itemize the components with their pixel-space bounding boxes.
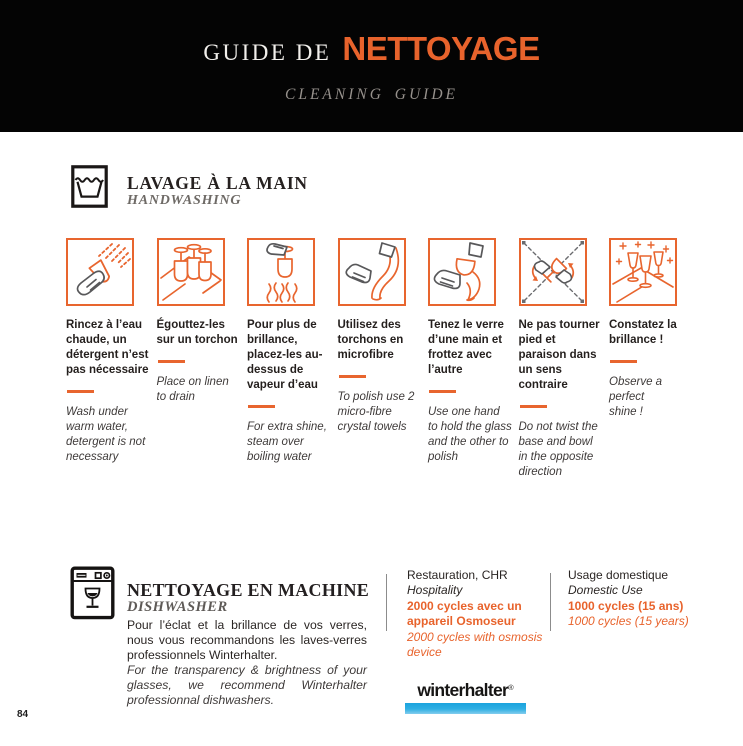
winterhalter-logo-text xyxy=(405,680,526,701)
section-title-handwash: LAVAGE À LA MAIN xyxy=(127,173,308,193)
step-rinse xyxy=(66,238,157,480)
step-instruction-fr: Ne pas tourner pied et paraison dans un sens contraire xyxy=(518,319,600,391)
winterhalter-logo xyxy=(405,680,526,714)
step-divider xyxy=(520,405,547,408)
handwash-steps xyxy=(66,238,700,480)
no-twist-icon xyxy=(519,238,587,306)
hospitality-label-en: Hospitality xyxy=(407,583,463,598)
section-subtitle-handwash: HANDWASHING xyxy=(127,193,242,208)
step-divider xyxy=(429,390,456,393)
step-instruction-en: Use one hand to hold the glass and the other to polish xyxy=(428,405,512,463)
step-divider xyxy=(158,360,185,363)
registered-mark: ® xyxy=(508,683,514,692)
steam-glass-icon xyxy=(247,238,315,306)
hospitality-label-fr: Restauration, CHR xyxy=(407,568,508,582)
step-divider xyxy=(339,375,366,378)
step-instruction-fr: Rincez à l’eau chaude, un détergent n’est pas nécessaire xyxy=(66,319,149,376)
vertical-divider xyxy=(386,574,387,631)
winterhalter-logo-bar xyxy=(405,703,526,714)
header-band xyxy=(0,0,743,132)
dishwasher-icon xyxy=(70,566,115,625)
step-instruction-en: Observe a perfect shine ! xyxy=(609,375,663,418)
section-title-dishwasher: NETTOYAGE EN MACHINE xyxy=(127,580,370,600)
step-instruction-en: To polish use 2 micro-fibre crystal towels xyxy=(337,390,415,433)
step-instruction-fr: Pour plus de brillance, placez-les au-dessus de vapeur d’eau xyxy=(247,319,323,391)
page-subtitle: CLEANING GUIDE xyxy=(284,86,458,103)
step-divider xyxy=(248,405,275,408)
microfibre-towel-icon xyxy=(338,238,406,306)
domestic-label-en: Domestic Use xyxy=(568,583,643,598)
brand-name: winterhalter xyxy=(417,680,509,700)
step-steam xyxy=(247,238,338,480)
domestic-cycles-en: 1000 cycles (15 years) xyxy=(568,614,689,629)
hospitality-cycles-en: 2000 cycles with osmosis device xyxy=(407,629,543,660)
handwash-basin-icon xyxy=(71,165,108,213)
rinse-spray-icon xyxy=(66,238,134,306)
domestic-cycles-fr: 1000 cycles (15 ans) xyxy=(568,598,684,613)
domestic-label-fr: Usage domestique xyxy=(568,568,669,582)
step-instruction-en: Do not twist the base and bowl in the opposite direction xyxy=(518,420,598,478)
hospitality-cycles-fr: 2000 cycles avec un appareil Osmoseur xyxy=(407,598,522,629)
step-no-twist xyxy=(519,238,610,480)
step-instruction-fr: Égouttez-les sur un torchon xyxy=(156,319,238,346)
domestic-column xyxy=(568,568,728,630)
step-instruction-en: Wash under warm water, detergent is not necessary xyxy=(66,405,146,463)
title-nettoyage: NETTOYAGE xyxy=(342,30,540,67)
step-instruction-fr: Utilisez des torchons en microfibre xyxy=(337,319,404,361)
step-instruction-en: For extra shine, steam over boiling water xyxy=(247,420,327,463)
step-polish xyxy=(428,238,519,480)
step-instruction-fr: Constatez la brillance ! xyxy=(609,319,677,346)
step-divider xyxy=(67,390,94,393)
step-microfibre xyxy=(338,238,429,480)
hospitality-column xyxy=(407,568,545,660)
step-divider xyxy=(610,360,637,363)
dishwasher-paragraph-en: For the transparency & brightness of your glasses, we recommend Winterhalter professionnal dishwashers. xyxy=(127,663,367,707)
step-instruction-fr: Tenez le verre d’une main et frottez avec l’autre xyxy=(428,319,504,376)
section-subtitle-dishwasher: DISHWASHER xyxy=(127,599,228,615)
drain-glasses-icon xyxy=(157,238,225,306)
shiny-glasses-icon xyxy=(609,238,677,306)
vertical-divider xyxy=(550,573,551,631)
dishwasher-paragraph-fr: Pour l’éclat et la brillance de vos verres, nous vous recommandons les laves-verres professionnels Winterhalter. xyxy=(127,618,367,662)
polish-glass-icon xyxy=(428,238,496,306)
step-drain xyxy=(157,238,248,480)
step-instruction-en: Place on linen to drain xyxy=(156,375,229,403)
page-title xyxy=(0,30,743,68)
page-number: 84 xyxy=(17,709,29,720)
step-shine xyxy=(609,238,700,480)
title-guide-de: GUIDE DE xyxy=(203,40,332,65)
